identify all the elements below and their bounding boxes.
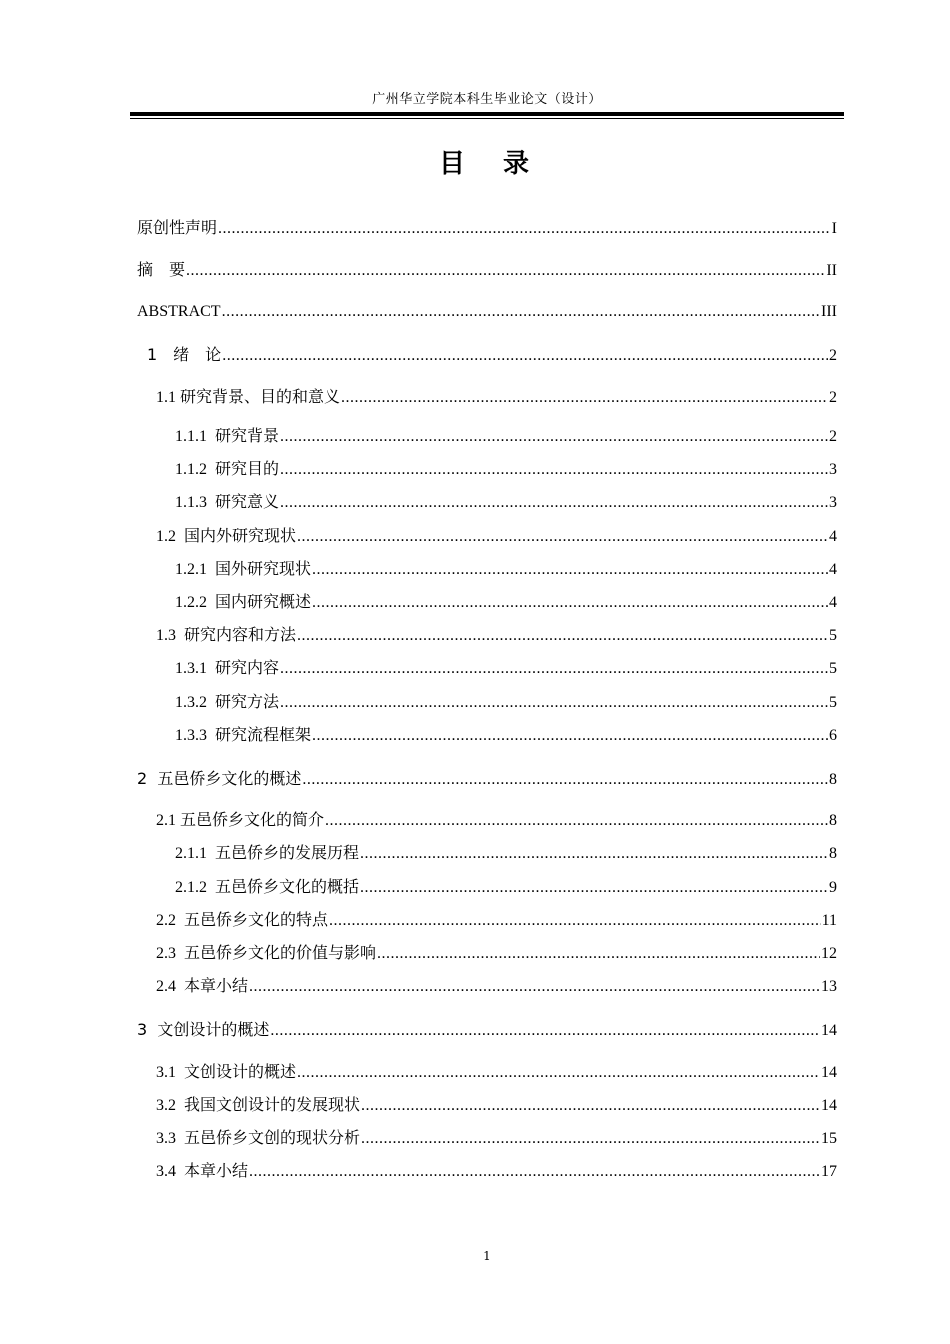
- toc-page-number: I: [831, 220, 837, 237]
- toc-page-number: 8: [829, 771, 837, 788]
- toc-page-number: 2: [829, 428, 837, 445]
- toc-page-number: 13: [821, 978, 837, 995]
- toc-leader: [222, 344, 828, 368]
- toc-leader: [297, 1061, 820, 1085]
- toc-entry-label: 2.4 本章小结: [156, 978, 249, 995]
- toc-entry-label: 2.2 五邑侨乡文化的特点: [156, 912, 329, 929]
- toc-leader: [222, 300, 820, 324]
- toc-entry-label: 3 文创设计的概述: [137, 1020, 270, 1039]
- toc-entry-label: 2.3 五邑侨乡文化的价值与影响: [156, 945, 377, 962]
- toc-leader: [280, 491, 828, 515]
- toc-leader: [297, 525, 828, 549]
- toc-page-number: 5: [829, 694, 837, 711]
- toc-leader: [280, 691, 828, 715]
- toc-entry-label: 2.1.2 五邑侨乡文化的概括: [175, 879, 360, 896]
- toc-leader: [280, 425, 828, 449]
- toc-page-number: 8: [829, 845, 837, 862]
- toc-entry-abstract-cn[interactable]: [137, 258, 837, 282]
- toc-entry-label: 2.1 五邑侨乡文化的简介: [156, 812, 325, 829]
- toc-entry-section[interactable]: [156, 525, 837, 549]
- toc-entry-label: 3.2 我国文创设计的发展现状: [156, 1097, 361, 1114]
- toc-page-number: 14: [821, 1022, 837, 1039]
- toc-entry-section[interactable]: [156, 1094, 837, 1118]
- toc-entry-declaration[interactable]: [137, 216, 837, 240]
- toc-page-number: 15: [821, 1130, 837, 1147]
- toc-entry-section[interactable]: [156, 1160, 837, 1184]
- toc-page-number: 17: [821, 1163, 837, 1180]
- header-rule-thin: [130, 118, 844, 119]
- toc-entry-subsection[interactable]: [175, 724, 837, 748]
- toc-leader: [270, 1019, 820, 1043]
- toc-entry-subsection[interactable]: [175, 842, 837, 866]
- toc-entry-abstract-en[interactable]: [137, 300, 837, 324]
- toc-entry-label: 原创性声明: [137, 218, 218, 237]
- toc-entry-label: 1 绪 论: [147, 345, 222, 364]
- toc-page-number: II: [826, 262, 837, 279]
- toc-entry-label: 1.3.1 研究内容: [175, 660, 280, 677]
- toc-leader: [249, 1160, 820, 1184]
- toc-entry-subsection[interactable]: [175, 591, 837, 615]
- toc-leader: [297, 624, 828, 648]
- toc-leader: [329, 909, 821, 933]
- toc-page-number: 5: [829, 660, 837, 677]
- running-header: 广州华立学院本科生毕业论文（设计）: [372, 92, 602, 107]
- toc-entry-label: 1.1.1 研究背景: [175, 428, 280, 445]
- toc-entry-label: 3.1 文创设计的概述: [156, 1064, 297, 1081]
- toc-entry-section[interactable]: [156, 624, 837, 648]
- toc-leader: [360, 842, 828, 866]
- toc-leader: [325, 809, 828, 833]
- toc-page-number: 5: [829, 627, 837, 644]
- toc-leader: [312, 724, 828, 748]
- toc-entry-subsection[interactable]: [175, 876, 837, 900]
- toc-entry-subsection[interactable]: [175, 491, 837, 515]
- toc-entry-label: 摘 要: [137, 260, 186, 279]
- toc-entry-subsection[interactable]: [175, 657, 837, 681]
- toc-page-number: 14: [821, 1064, 837, 1081]
- toc-leader: [377, 942, 820, 966]
- toc-page-number: 12: [821, 945, 837, 962]
- toc-leader: [312, 558, 828, 582]
- toc-leader: [361, 1127, 820, 1151]
- toc-entry-section[interactable]: [156, 942, 837, 966]
- toc-leader: [280, 657, 828, 681]
- toc-entry-section[interactable]: [156, 1061, 837, 1085]
- toc-entry-section[interactable]: [156, 975, 837, 999]
- toc-page-number: 2: [829, 347, 837, 364]
- toc-entry-label: ABSTRACT: [137, 303, 221, 320]
- toc-entry-label: 1.1.3 研究意义: [175, 494, 280, 511]
- toc-page-number: 14: [821, 1097, 837, 1114]
- toc-entry-subsection[interactable]: [175, 691, 837, 715]
- toc-leader: [218, 217, 831, 241]
- toc-entry-label: 1.1 研究背景、目的和意义: [156, 389, 341, 406]
- header-rule-thick: [130, 112, 844, 116]
- toc-entry-label: 3.4 本章小结: [156, 1163, 249, 1180]
- toc-page-number: 4: [829, 594, 837, 611]
- toc-page-number: 3: [829, 461, 837, 478]
- toc-page-number: 2: [829, 389, 837, 406]
- toc-entry-section[interactable]: [156, 809, 837, 833]
- toc-entry-chapter-3[interactable]: [137, 1018, 837, 1042]
- toc-page-number: III: [821, 303, 837, 320]
- toc-entry-chapter-1[interactable]: [147, 343, 837, 367]
- toc-leader: [312, 591, 828, 615]
- toc-leader: [341, 386, 828, 410]
- toc-entry-label: 1.3 研究内容和方法: [156, 627, 297, 644]
- toc-leader: [249, 975, 820, 999]
- toc-entry-label: 1.3.3 研究流程框架: [175, 727, 312, 744]
- toc-entry-label: 1.2.1 国外研究现状: [175, 561, 312, 578]
- toc-leader: [360, 876, 828, 900]
- toc-leader: [361, 1094, 820, 1118]
- toc-page-number: 6: [829, 727, 837, 744]
- toc-entry-subsection[interactable]: [175, 558, 837, 582]
- toc-page-number: 3: [829, 494, 837, 511]
- toc-page-number: 4: [829, 528, 837, 545]
- toc-page-number: 4: [829, 561, 837, 578]
- toc-entry-section[interactable]: [156, 386, 837, 410]
- toc-entry-label: 1.2.2 国内研究概述: [175, 594, 312, 611]
- toc-entry-label: 1.2 国内外研究现状: [156, 528, 297, 545]
- toc-entry-label: 3.3 五邑侨乡文创的现状分析: [156, 1130, 361, 1147]
- toc-leader: [186, 259, 825, 283]
- toc-entry-chapter-2[interactable]: [137, 767, 837, 791]
- toc-entry-subsection[interactable]: [175, 425, 837, 449]
- footer-page-number: 1: [483, 1249, 491, 1263]
- toc-page-number: 11: [821, 912, 837, 929]
- toc-page-number: 8: [829, 812, 837, 829]
- toc-leader: [302, 768, 828, 792]
- toc-leader: [280, 458, 828, 482]
- toc-entry-subsection[interactable]: [175, 458, 837, 482]
- toc-entry-label: 2 五邑侨乡文化的概述: [137, 769, 302, 788]
- toc-title: 目 录: [438, 149, 535, 179]
- toc-entry-label: 2.1.1 五邑侨乡的发展历程: [175, 845, 360, 862]
- toc-entry-section[interactable]: [156, 1127, 837, 1151]
- toc-entry-section[interactable]: [156, 909, 837, 933]
- toc-page-number: 9: [829, 879, 837, 896]
- toc-entry-label: 1.1.2 研究目的: [175, 461, 280, 478]
- toc-entry-label: 1.3.2 研究方法: [175, 694, 280, 711]
